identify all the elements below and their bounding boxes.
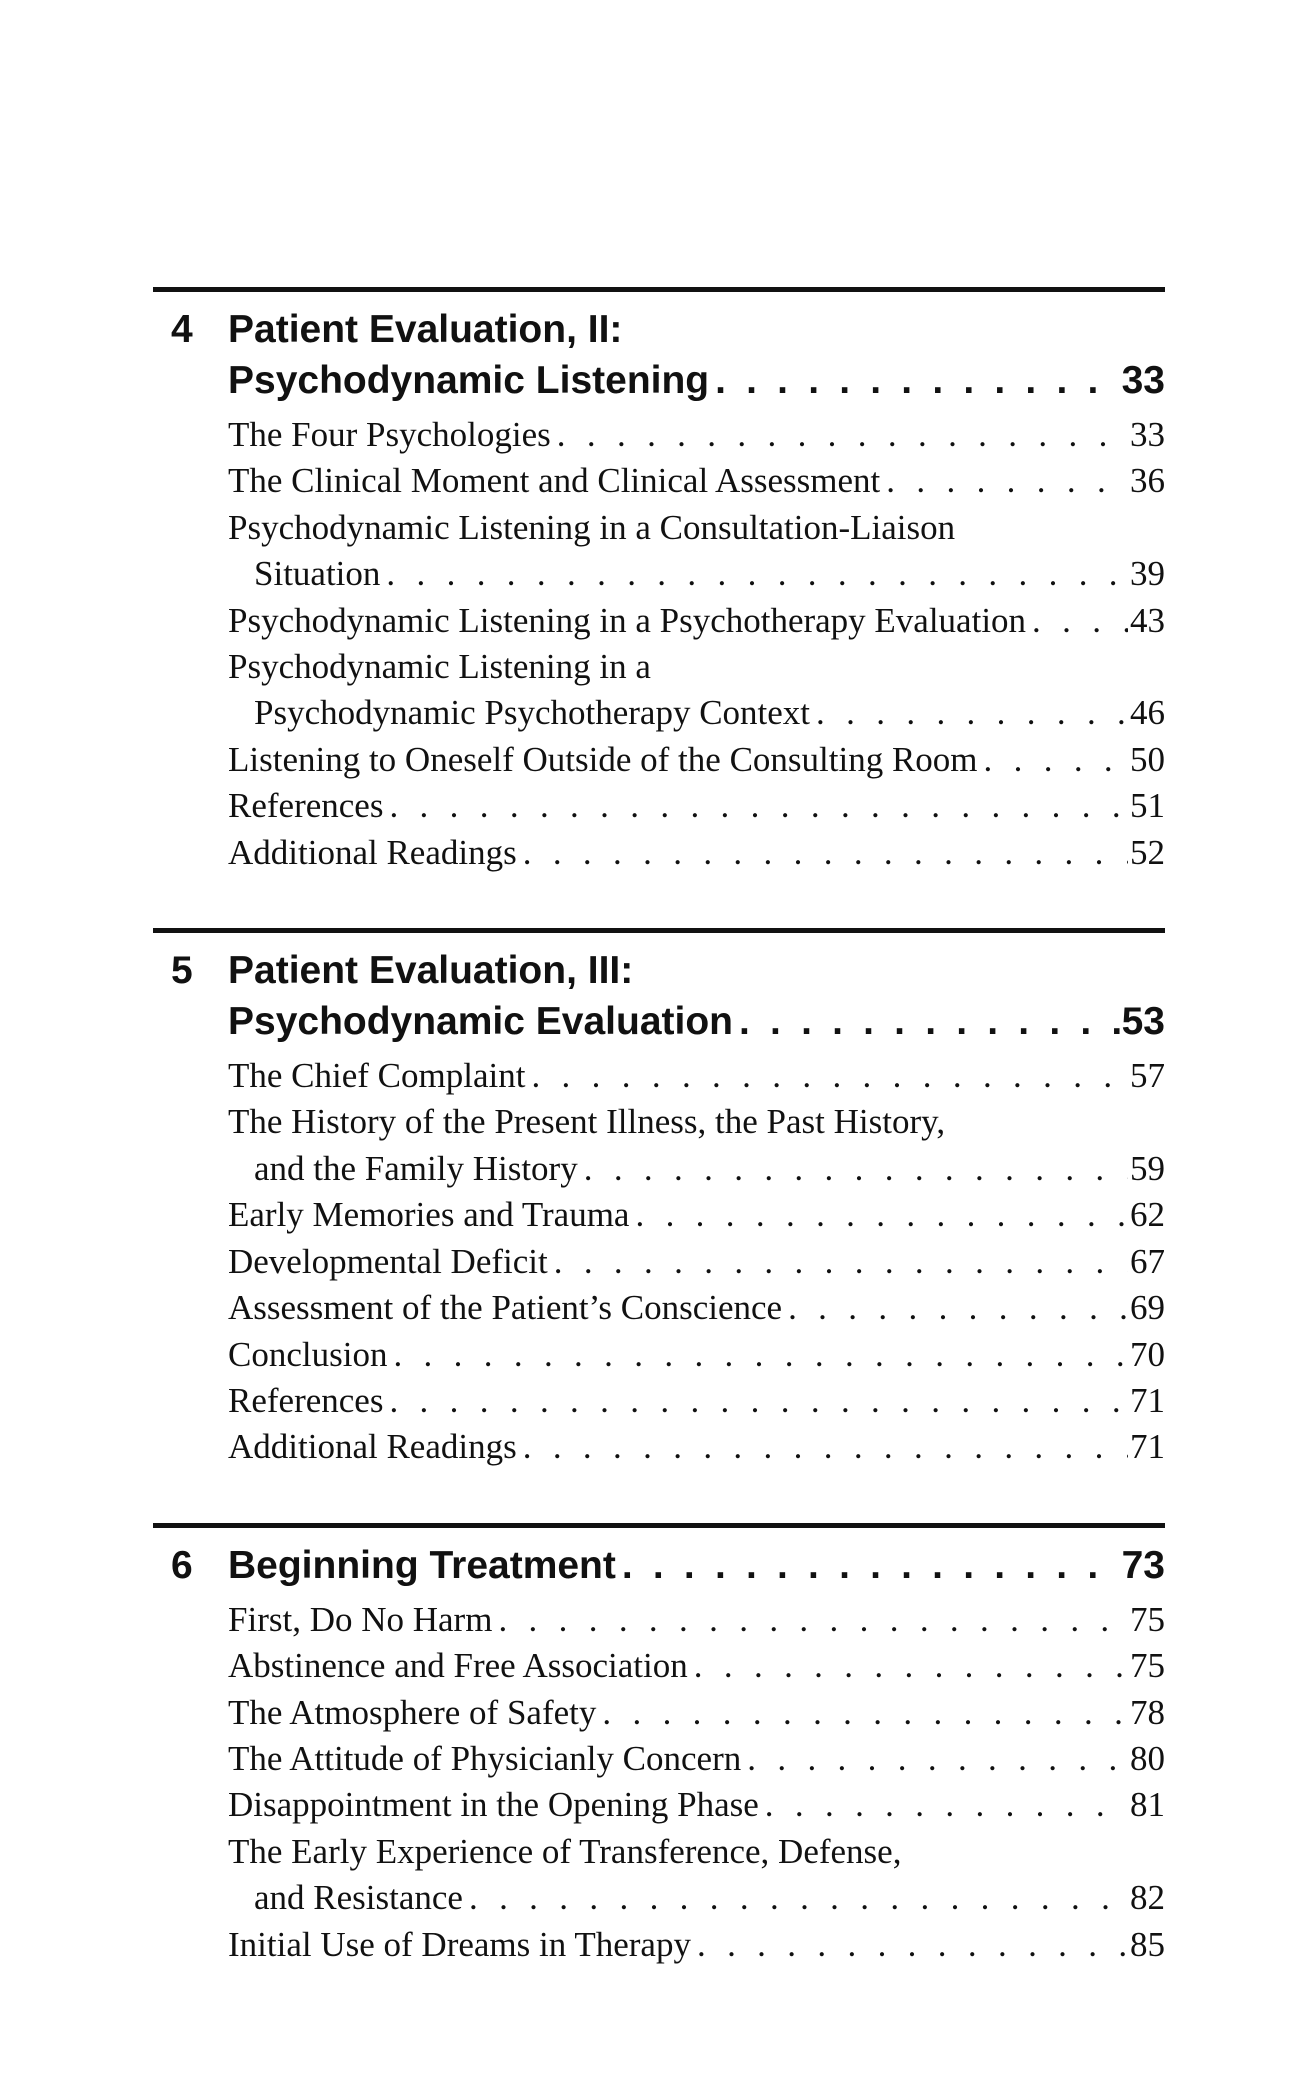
chapter-title-row bbox=[228, 1540, 1165, 1591]
toc-section-entry[interactable] bbox=[228, 1192, 1165, 1238]
toc-section-entry[interactable] bbox=[228, 412, 1165, 458]
section-page-number: 71 bbox=[1130, 1380, 1165, 1420]
section-page-number: 78 bbox=[1130, 1692, 1165, 1732]
section-title-continued: Situation bbox=[254, 554, 381, 594]
toc-section-entry[interactable] bbox=[228, 1378, 1165, 1424]
dot-leader bbox=[523, 1424, 1128, 1470]
chapter-title-line2: Psychodynamic Listening bbox=[228, 359, 710, 402]
toc-section-entry[interactable] bbox=[228, 737, 1165, 783]
section-list bbox=[228, 1053, 1165, 1471]
chapter-entry bbox=[153, 1523, 1165, 1968]
toc-section-entry[interactable] bbox=[228, 598, 1165, 644]
section-title-row bbox=[228, 458, 1165, 504]
dot-leader bbox=[694, 1643, 1128, 1689]
chapter-title-row bbox=[228, 996, 1165, 1047]
toc-section-entry[interactable] bbox=[228, 1690, 1165, 1736]
chapter-entry bbox=[153, 928, 1165, 1471]
section-title-row bbox=[228, 1597, 1165, 1643]
section-title: Conclusion bbox=[228, 1334, 388, 1374]
dot-leader bbox=[739, 996, 1120, 1047]
chapter-title bbox=[228, 1540, 1165, 1591]
dot-leader bbox=[557, 412, 1128, 458]
dot-leader bbox=[389, 783, 1128, 829]
toc-section-entry[interactable] bbox=[228, 1643, 1165, 1689]
section-page-number: 81 bbox=[1130, 1785, 1165, 1825]
section-title-row bbox=[228, 690, 1165, 736]
chapter-title-row bbox=[228, 355, 1165, 406]
section-page-number: 57 bbox=[1130, 1056, 1165, 1096]
chapter-title-line1: Patient Evaluation, III: bbox=[228, 949, 634, 993]
chapter-page-number: 53 bbox=[1121, 1000, 1165, 1044]
section-title: Developmental Deficit bbox=[228, 1241, 548, 1281]
dot-leader bbox=[747, 1736, 1128, 1782]
section-title-row bbox=[228, 598, 1165, 644]
section-title: Additional Readings bbox=[228, 832, 517, 872]
section-title-row bbox=[228, 1053, 1165, 1099]
section-title: Initial Use of Dreams in Therapy bbox=[228, 1924, 691, 1964]
section-page-number: 75 bbox=[1130, 1646, 1165, 1686]
section-page-number: 43 bbox=[1130, 600, 1165, 640]
section-title: The Clinical Moment and Clinical Assessment bbox=[228, 461, 881, 501]
toc-section-entry[interactable] bbox=[228, 458, 1165, 504]
section-page-number: 75 bbox=[1130, 1599, 1165, 1639]
dot-leader bbox=[886, 458, 1128, 504]
dot-leader bbox=[389, 1378, 1128, 1424]
section-title: The Four Psychologies bbox=[228, 415, 551, 454]
section-page-number: 85 bbox=[1130, 1924, 1165, 1964]
section-list bbox=[228, 412, 1165, 876]
dot-leader bbox=[1032, 598, 1128, 644]
section-page-number: 36 bbox=[1130, 461, 1165, 501]
dot-leader bbox=[765, 1782, 1128, 1828]
section-title-row bbox=[228, 1239, 1165, 1285]
chapter-title-line2: Beginning Treatment bbox=[228, 1543, 616, 1587]
toc-section-entry[interactable] bbox=[228, 1332, 1165, 1378]
section-page-number: 80 bbox=[1130, 1738, 1165, 1778]
chapter-title-line1: Patient Evaluation, II: bbox=[228, 308, 623, 351]
chapter-number: 6 bbox=[171, 1543, 193, 1587]
chapter-title bbox=[228, 945, 1165, 1047]
section-title: Psychodynamic Listening in a bbox=[228, 647, 651, 687]
section-title: References bbox=[228, 786, 384, 826]
chapter-title-line2: Psychodynamic Evaluation bbox=[228, 1000, 734, 1044]
chapter-page-number: 73 bbox=[1121, 1543, 1165, 1587]
section-title-row bbox=[228, 1782, 1165, 1828]
toc-section-entry[interactable] bbox=[228, 1099, 1165, 1192]
dot-leader bbox=[584, 1146, 1128, 1192]
section-title-row bbox=[228, 1875, 1165, 1921]
section-title: Listening to Oneself Outside of the Consulting Room bbox=[228, 739, 978, 779]
section-title-continued: Psychodynamic Psychotherapy Context bbox=[254, 693, 811, 733]
section-page-number: 33 bbox=[1130, 415, 1165, 454]
dot-leader bbox=[523, 830, 1128, 876]
section-title-row bbox=[228, 412, 1165, 458]
section-title: Assessment of the Patient’s Conscience bbox=[228, 1288, 783, 1328]
toc-section-entry[interactable] bbox=[228, 1239, 1165, 1285]
section-page-number: 50 bbox=[1130, 739, 1165, 779]
dot-leader bbox=[622, 1540, 1120, 1591]
section-page-number: 39 bbox=[1130, 554, 1165, 594]
dot-leader bbox=[531, 1053, 1128, 1099]
toc-section-entry[interactable] bbox=[228, 1922, 1165, 1968]
toc-section-entry[interactable] bbox=[228, 505, 1165, 598]
section-title: The History of the Present Illness, the Past History, bbox=[228, 1102, 946, 1142]
section-title: The Chief Complaint bbox=[228, 1056, 526, 1096]
toc-section-entry[interactable] bbox=[228, 1782, 1165, 1828]
dot-leader bbox=[498, 1597, 1128, 1643]
section-page-number: 51 bbox=[1130, 786, 1165, 826]
dot-leader bbox=[602, 1690, 1128, 1736]
dot-leader bbox=[635, 1192, 1128, 1238]
section-title-row bbox=[228, 737, 1165, 783]
chapter-number: 4 bbox=[171, 308, 193, 351]
section-title: Disappointment in the Opening Phase bbox=[228, 1785, 759, 1825]
section-title: The Atmosphere of Safety bbox=[228, 1692, 597, 1732]
toc-section-entry[interactable] bbox=[228, 830, 1165, 876]
section-page-number: 59 bbox=[1130, 1148, 1165, 1188]
table-of-contents bbox=[153, 287, 1165, 2020]
section-title: References bbox=[228, 1380, 384, 1420]
dot-leader bbox=[554, 1239, 1128, 1285]
section-title-row bbox=[228, 1424, 1165, 1470]
chapter-number: 5 bbox=[171, 949, 193, 993]
section-title: Abstinence and Free Association bbox=[228, 1646, 688, 1686]
section-title-continued: and Resistance bbox=[254, 1878, 463, 1918]
section-page-number: 71 bbox=[1130, 1427, 1165, 1467]
dot-leader bbox=[697, 1922, 1128, 1968]
section-page-number: 82 bbox=[1130, 1878, 1165, 1918]
section-page-number: 67 bbox=[1130, 1241, 1165, 1281]
section-page-number: 52 bbox=[1130, 832, 1165, 872]
section-page-number: 46 bbox=[1130, 693, 1165, 733]
section-title-row bbox=[228, 1378, 1165, 1424]
section-page-number: 62 bbox=[1130, 1195, 1165, 1235]
toc-section-entry[interactable] bbox=[228, 1597, 1165, 1643]
section-title-row bbox=[228, 1192, 1165, 1238]
section-title-row bbox=[228, 551, 1165, 597]
section-page-number: 70 bbox=[1130, 1334, 1165, 1374]
section-title: The Early Experience of Transference, Defense, bbox=[228, 1831, 902, 1871]
section-title-row bbox=[228, 1146, 1165, 1192]
chapter-heading[interactable] bbox=[153, 945, 1165, 1047]
dot-leader bbox=[788, 1285, 1128, 1331]
dot-leader bbox=[386, 551, 1128, 597]
section-page-number: 69 bbox=[1130, 1288, 1165, 1328]
toc-section-entry[interactable] bbox=[228, 1829, 1165, 1922]
section-list bbox=[228, 1597, 1165, 1968]
chapter-page-number: 33 bbox=[1121, 359, 1165, 402]
chapter-heading[interactable] bbox=[153, 1540, 1165, 1591]
section-title: Additional Readings bbox=[228, 1427, 517, 1467]
section-title-continued: and the Family History bbox=[254, 1148, 578, 1188]
section-title-row bbox=[228, 1736, 1165, 1782]
chapter-title bbox=[228, 304, 1165, 406]
chapter-entry bbox=[153, 287, 1165, 876]
toc-section-entry[interactable] bbox=[228, 783, 1165, 829]
section-title: Psychodynamic Listening in a Psychotherapy Evaluation bbox=[228, 600, 1027, 640]
section-title-row bbox=[228, 1285, 1165, 1331]
dot-leader bbox=[393, 1332, 1128, 1378]
toc-section-entry[interactable] bbox=[228, 1053, 1165, 1099]
section-title-row bbox=[228, 830, 1165, 876]
toc-section-entry[interactable] bbox=[228, 1424, 1165, 1470]
section-title-row bbox=[228, 1690, 1165, 1736]
section-title-row bbox=[228, 1332, 1165, 1378]
section-title-row bbox=[228, 783, 1165, 829]
chapter-heading[interactable] bbox=[153, 304, 1165, 406]
section-title-row bbox=[228, 1922, 1165, 1968]
dot-leader bbox=[469, 1875, 1128, 1921]
section-title-row bbox=[228, 1643, 1165, 1689]
section-title: Psychodynamic Listening in a Consultation-Liaison bbox=[228, 507, 956, 547]
section-title: First, Do No Harm bbox=[228, 1599, 493, 1639]
dot-leader bbox=[715, 355, 1119, 406]
section-title: The Attitude of Physicianly Concern bbox=[228, 1738, 742, 1778]
dot-leader bbox=[984, 737, 1128, 783]
toc-section-entry[interactable] bbox=[228, 1736, 1165, 1782]
section-title: Early Memories and Trauma bbox=[228, 1195, 630, 1235]
dot-leader bbox=[816, 690, 1128, 736]
toc-section-entry[interactable] bbox=[228, 644, 1165, 737]
toc-section-entry[interactable] bbox=[228, 1285, 1165, 1331]
